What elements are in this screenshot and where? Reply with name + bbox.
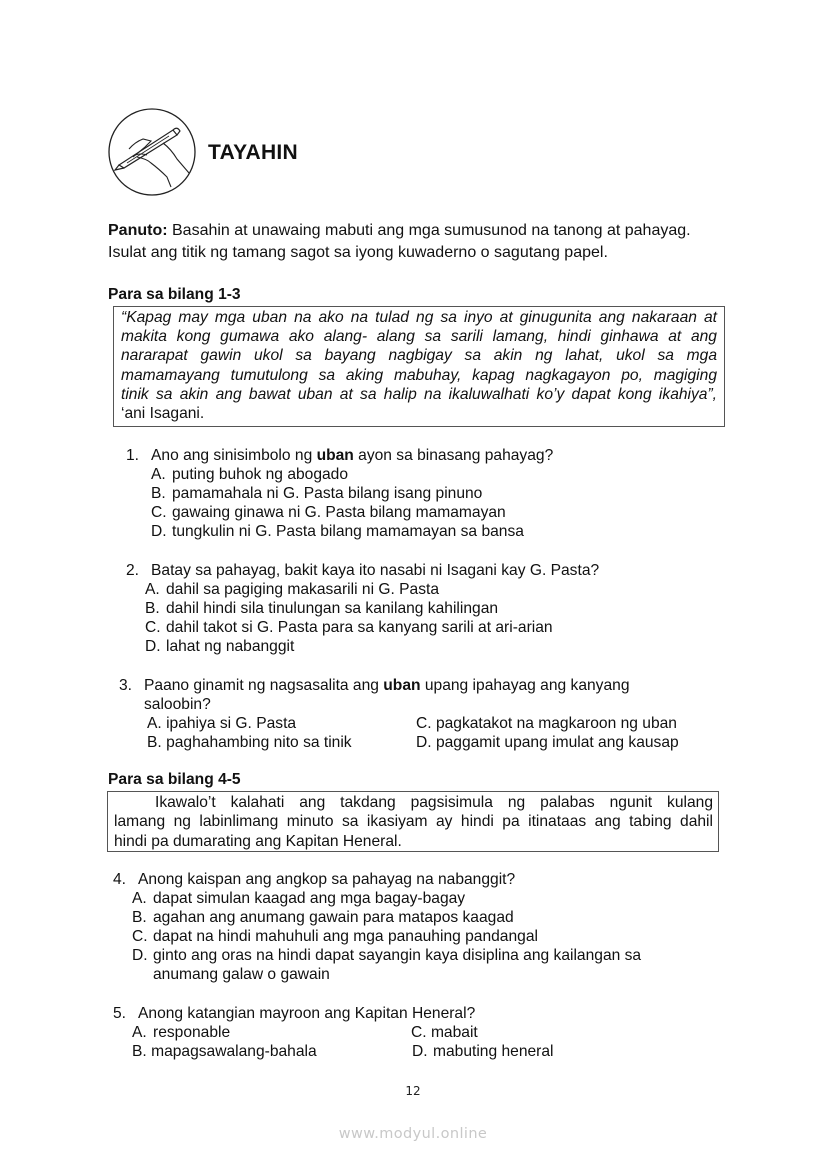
question-text: upang ipahayag ang kanyang — [420, 677, 630, 694]
option-letter: B. — [151, 485, 166, 502]
option-letter: C. — [132, 928, 148, 945]
instructions-line-1 — [108, 221, 691, 241]
question-2 — [126, 561, 599, 580]
option-letter: C. — [416, 715, 432, 732]
question-text: Anong kaispan ang angkop sa pahayag na nabanggit? — [138, 871, 516, 888]
option-text: dapat na hindi mahuhuli ang mga panauhing pandangal — [153, 928, 538, 945]
passage-line: tinik sa akin ang bawat uban at sa halip na ikaluwalhati ko’y dapat kong ikahiya”, — [121, 385, 717, 403]
option-letter: D. — [145, 638, 161, 655]
option-letter: D. — [132, 947, 148, 964]
option-letter: D. — [412, 1043, 428, 1060]
option-text: puting buhok ng abogado — [172, 466, 349, 483]
option-1a[interactable] — [151, 465, 348, 484]
question-5 — [113, 1004, 475, 1023]
option-letter: C. — [151, 504, 167, 521]
page-number: 12 — [405, 1084, 421, 1098]
option-5a[interactable] — [132, 1023, 230, 1042]
option-4b[interactable] — [132, 908, 514, 927]
option-letter: D. — [151, 523, 167, 540]
option-letter: A. — [147, 715, 162, 732]
question-1 — [126, 446, 553, 465]
option-5c[interactable] — [411, 1023, 478, 1042]
option-1d[interactable] — [151, 522, 524, 541]
passage-line: ‘ani Isagani. — [121, 404, 205, 422]
question-3-line-2: saloobin? — [144, 696, 211, 713]
option-text: tungkulin ni G. Pasta bilang mamamayan sa bansa — [172, 523, 524, 540]
quote-passage-box — [113, 306, 725, 427]
option-3b[interactable] — [147, 733, 352, 752]
passage-line: mamamayang tumutulong sa aking mabuhay, kapag nagkagayon po, magiging — [121, 366, 717, 384]
option-letter: A. — [151, 466, 166, 483]
page-title: TAYAHIN — [208, 141, 299, 164]
option-letter: C. — [145, 619, 161, 636]
section-label-1-3: Para sa bilang 1-3 — [108, 286, 241, 303]
option-text: paghahambing nito sa tinik — [166, 734, 352, 751]
option-text: gawaing ginawa ni G. Pasta bilang mamamayan — [172, 504, 506, 521]
passage-line: makita kong gumawa ako alang- alang sa sarili lamang, hindi ginhawa at ang — [121, 328, 717, 346]
option-text: pagkatakot na magkaroon ng uban — [435, 715, 677, 732]
option-1b[interactable] — [151, 484, 482, 503]
question-text: Ano ang sinisimbolo ng — [151, 447, 317, 464]
option-1c[interactable] — [151, 503, 506, 522]
option-letter: B. — [132, 909, 147, 926]
question-keyword: uban — [383, 677, 421, 694]
question-number: 5. — [113, 1005, 127, 1022]
option-5b[interactable] — [132, 1042, 317, 1061]
question-text: Anong katangian mayroon ang Kapitan Heneral? — [138, 1005, 476, 1022]
question-number: 2. — [126, 562, 140, 579]
question-number: 1. — [126, 447, 140, 464]
option-4c[interactable] — [132, 927, 538, 946]
instructions-line-2: Isulat ang titik ng tamang sagot sa iyong kuwaderno o sagutang papel. — [108, 244, 608, 261]
question-4 — [113, 870, 515, 889]
section-label-4-5: Para sa bilang 4-5 — [108, 771, 241, 788]
option-text: ginto ang oras na hindi dapat sayangin kaya disiplina ang kailangan sa — [153, 947, 642, 964]
option-text: ipahiya si G. Pasta — [166, 715, 297, 732]
passage-line: “Kapag may mga uban na ako na tulad ng sa inyo at ginugunita ang nakaraan at — [121, 309, 717, 326]
question-text: Paano ginamit ng nagsasalita ang — [144, 677, 384, 694]
passage-box — [107, 791, 719, 852]
hand-writing-pencil-icon — [107, 107, 197, 197]
option-letter: B. — [147, 734, 162, 751]
watermark: www.modyul.online — [338, 1126, 488, 1142]
option-text: agahan ang anumang gawain para matapos kaagad — [153, 909, 514, 926]
option-4d[interactable] — [132, 946, 641, 965]
option-letter: D. — [416, 734, 432, 751]
option-4a[interactable] — [132, 889, 465, 908]
option-2c[interactable] — [145, 618, 553, 637]
passage-line: nararapat gawin ukol sa bayang nagbigay sa akin ng lahat, ukol sa mga — [121, 347, 717, 365]
option-5d[interactable] — [412, 1042, 554, 1061]
option-2b[interactable] — [145, 599, 498, 618]
option-letter: A. — [132, 890, 147, 907]
option-text: dapat simulan kaagad ang mga bagay-bagay — [153, 890, 466, 907]
passage-line: hindi pa dumarating ang Kapitan Heneral. — [114, 832, 402, 850]
option-letter: B. — [132, 1043, 147, 1060]
option-3a[interactable] — [147, 714, 296, 733]
option-text: mabuting heneral — [433, 1043, 554, 1060]
question-keyword: uban — [316, 447, 354, 464]
question-number: 4. — [113, 871, 127, 888]
question-number: 3. — [119, 677, 133, 694]
option-3c[interactable] — [416, 714, 677, 733]
question-text: ayon sa binasang pahayag? — [353, 447, 554, 464]
question-text: Batay sa pahayag, bakit kaya ito nasabi ni Isagani kay G. Pasta? — [151, 562, 600, 579]
option-text: lahat ng nabanggit — [166, 638, 295, 655]
option-text: dahil takot si G. Pasta para sa kanyang sarili at ari-arian — [166, 619, 553, 636]
option-3d[interactable] — [416, 733, 679, 752]
option-letter: A. — [145, 581, 160, 598]
option-letter: B. — [145, 600, 160, 617]
option-2a[interactable] — [145, 580, 439, 599]
passage-line: Ikawalo’t kalahati ang takdang pagsisimula ng palabas ngunit kulang — [155, 794, 713, 811]
option-4d-line-2: anumang galaw o gawain — [153, 966, 330, 983]
option-text: dahil hindi sila tinulungan sa kanilang kahilingan — [166, 600, 499, 617]
option-text: responable — [153, 1024, 231, 1041]
passage-line: lamang ng labinlimang minuto sa ikasiyam ay hindi pa itinataas ang tabing dahil — [114, 813, 713, 831]
option-text: dahil sa pagiging makasarili ni G. Pasta — [166, 581, 440, 598]
option-letter: C. — [411, 1024, 427, 1041]
option-text: mapagsawalang-bahala — [151, 1043, 317, 1060]
instructions-label: Panuto: — [108, 222, 168, 239]
option-text: mabait — [430, 1024, 478, 1041]
option-text: pamamahala ni G. Pasta bilang isang pinuno — [172, 485, 483, 502]
question-3 — [119, 676, 630, 695]
option-text: paggamit upang imulat ang kausap — [435, 734, 679, 751]
option-letter: A. — [132, 1024, 147, 1041]
option-2d[interactable] — [145, 637, 294, 656]
instructions-text: Basahin at unawaing mabuti ang mga sumusunod na tanong at pahayag. — [167, 222, 691, 239]
